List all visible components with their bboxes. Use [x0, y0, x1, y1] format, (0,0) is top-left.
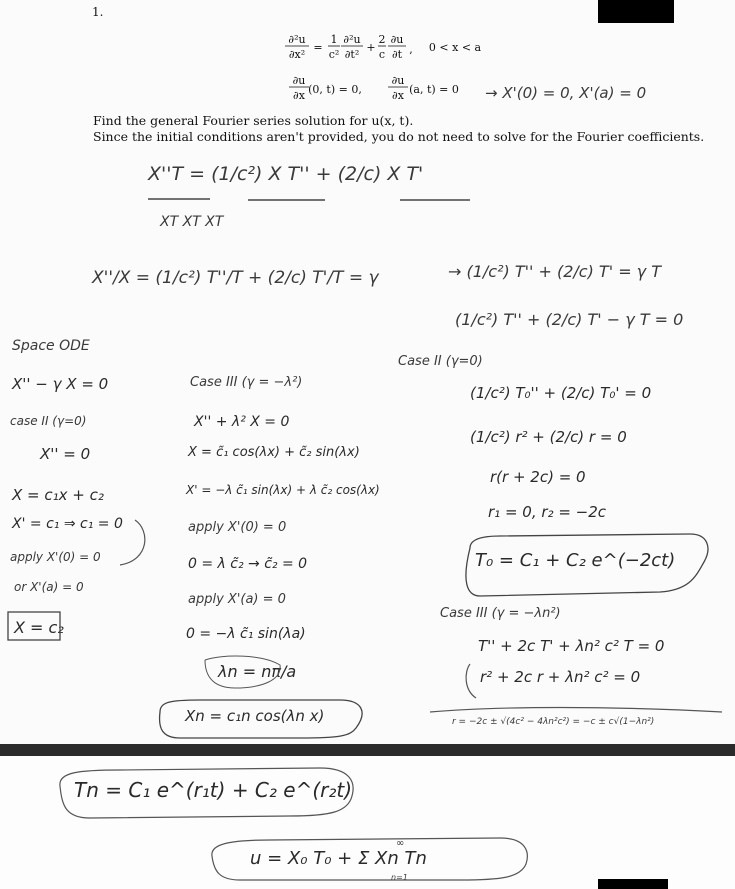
hw-right-eq4: r₁ = 0, r₂ = −2c — [488, 503, 607, 521]
pde-c2-den: c — [378, 48, 386, 61]
page-bottom — [0, 756, 735, 889]
hw-right-case2: Case II (γ=0) — [398, 354, 483, 369]
bc-num-1: ∂u — [292, 74, 306, 87]
hw-left-eq2: X'' = 0 — [40, 445, 91, 463]
hw-right-case3: Case III (γ = −λn²) — [440, 606, 561, 621]
hw-line2: X''/X = (1/c²) T''/T + (2/c) T'/T = γ — [92, 268, 379, 288]
hw-right-eq6: T'' + 2c T' + λn² c² T = 0 — [478, 637, 665, 655]
hw-sum-bot: n=1 — [391, 873, 408, 882]
pde-lhs-num: ∂²u — [288, 33, 306, 46]
hw-line3: (1/c²) T'' + (2/c) T' − γ T = 0 — [455, 310, 684, 329]
pde-domain: 0 < x < a — [428, 41, 482, 54]
bc-den-2: ∂x — [392, 89, 404, 102]
hw-mid-eq7: 0 = −λ c̃₁ sin(λa) — [186, 626, 306, 642]
hw-right-eq1: (1/c²) T₀'' + (2/c) T₀' = 0 — [470, 384, 652, 402]
hw-line2b: → (1/c²) T'' + (2/c) T' = γ T — [448, 262, 662, 281]
hw-line1: X''T = (1/c²) X T'' + (2/c) X T' — [148, 163, 424, 185]
hw-left-eq6: or X'(a) = 0 — [14, 580, 84, 594]
hw-mid-eq9: Xn = c₁n cos(λn x) — [185, 707, 325, 725]
hw-left-eq5: apply X'(0) = 0 — [10, 550, 101, 564]
pde-c1-num: 1 — [330, 33, 338, 46]
hw-mid-eq4: apply X'(0) = 0 — [188, 520, 287, 535]
hw-left-eq3: X = c₁x + c₂ — [12, 486, 104, 504]
pde-t2-num: ∂²u — [343, 33, 361, 46]
pde-c1-den: c² — [328, 48, 340, 61]
hw-mid-eq8: λn = nπ/a — [218, 662, 297, 681]
pde-c2-num: 2 — [378, 33, 386, 46]
pde-t3-den: ∂t — [391, 48, 403, 61]
hw-mid-eq5: 0 = λ c̃₂ → c̃₂ = 0 — [188, 556, 308, 572]
hw-mid-eq3: X' = −λ c̃₁ sin(λx) + λ c̃₂ cos(λx) — [186, 483, 380, 497]
bc-left: (0, t) = 0, — [308, 83, 362, 96]
hw-mid-eq2: X = c̃₁ cos(λx) + c̃₂ sin(λx) — [188, 445, 360, 460]
instruction-2: Since the initial conditions aren't provided, you do not need to solve for the Fourier coefficients. — [93, 129, 705, 144]
hw-right-eq8: r = −2c ± √(4c² − 4λn²c²) = −c ± c√(1−λn²) — [452, 717, 655, 727]
hw-left-eq4: X' = c₁ ⇒ c₁ = 0 — [12, 516, 123, 532]
hw-right-eq7: r² + 2c r + λn² c² = 0 — [480, 668, 641, 686]
hw-mid-eq1: X'' + λ² X = 0 — [194, 414, 290, 430]
hw-right-eq3: r(r + 2c) = 0 — [490, 468, 586, 486]
page-divider — [0, 744, 735, 756]
bc-num-2: ∂u — [391, 74, 405, 87]
svg-text:+: + — [366, 41, 376, 54]
hw-right-eq2: (1/c²) r² + (2/c) r = 0 — [470, 428, 627, 446]
hw-left-eq1: X'' − γ X = 0 — [12, 375, 109, 393]
hw-bottom-eq1: Tn = C₁ e^(r₁t) + C₂ e^(r₂t) — [74, 778, 353, 802]
hw-bc-note: → X'(0) = 0, X'(a) = 0 — [485, 84, 647, 102]
hw-space-ode: Space ODE — [12, 338, 90, 354]
redaction-block-bottom — [598, 879, 668, 889]
bc-den-1: ∂x — [293, 89, 305, 102]
hw-bottom-eq2: u = X₀ T₀ + Σ Xn Tn — [250, 848, 427, 869]
problem-number: 1. — [92, 5, 104, 19]
pde-t2-den: ∂t² — [344, 48, 360, 61]
hw-left-eq7: X = c₂ — [14, 618, 64, 637]
svg-text:,: , — [409, 43, 413, 56]
pde-t3-num: ∂u — [390, 33, 404, 46]
hw-line1-den: XT XT XT — [160, 214, 224, 230]
instruction-1: Find the general Fourier series solution for u(x, t). — [93, 113, 414, 128]
hw-bottom-boxes — [0, 756, 735, 889]
hw-sum-top: ∞ — [396, 838, 405, 849]
hw-mid-eq6: apply X'(a) = 0 — [188, 592, 286, 607]
hw-mid-case: Case III (γ = −λ²) — [190, 375, 303, 390]
pde-lhs-den: ∂x² — [288, 48, 306, 61]
bc-right: (a, t) = 0 — [409, 83, 459, 96]
svg-text:=: = — [313, 41, 323, 54]
hw-right-eq5: T₀ = C₁ + C₂ e^(−2ct) — [475, 550, 676, 571]
hw-left-case: case II (γ=0) — [10, 414, 87, 428]
